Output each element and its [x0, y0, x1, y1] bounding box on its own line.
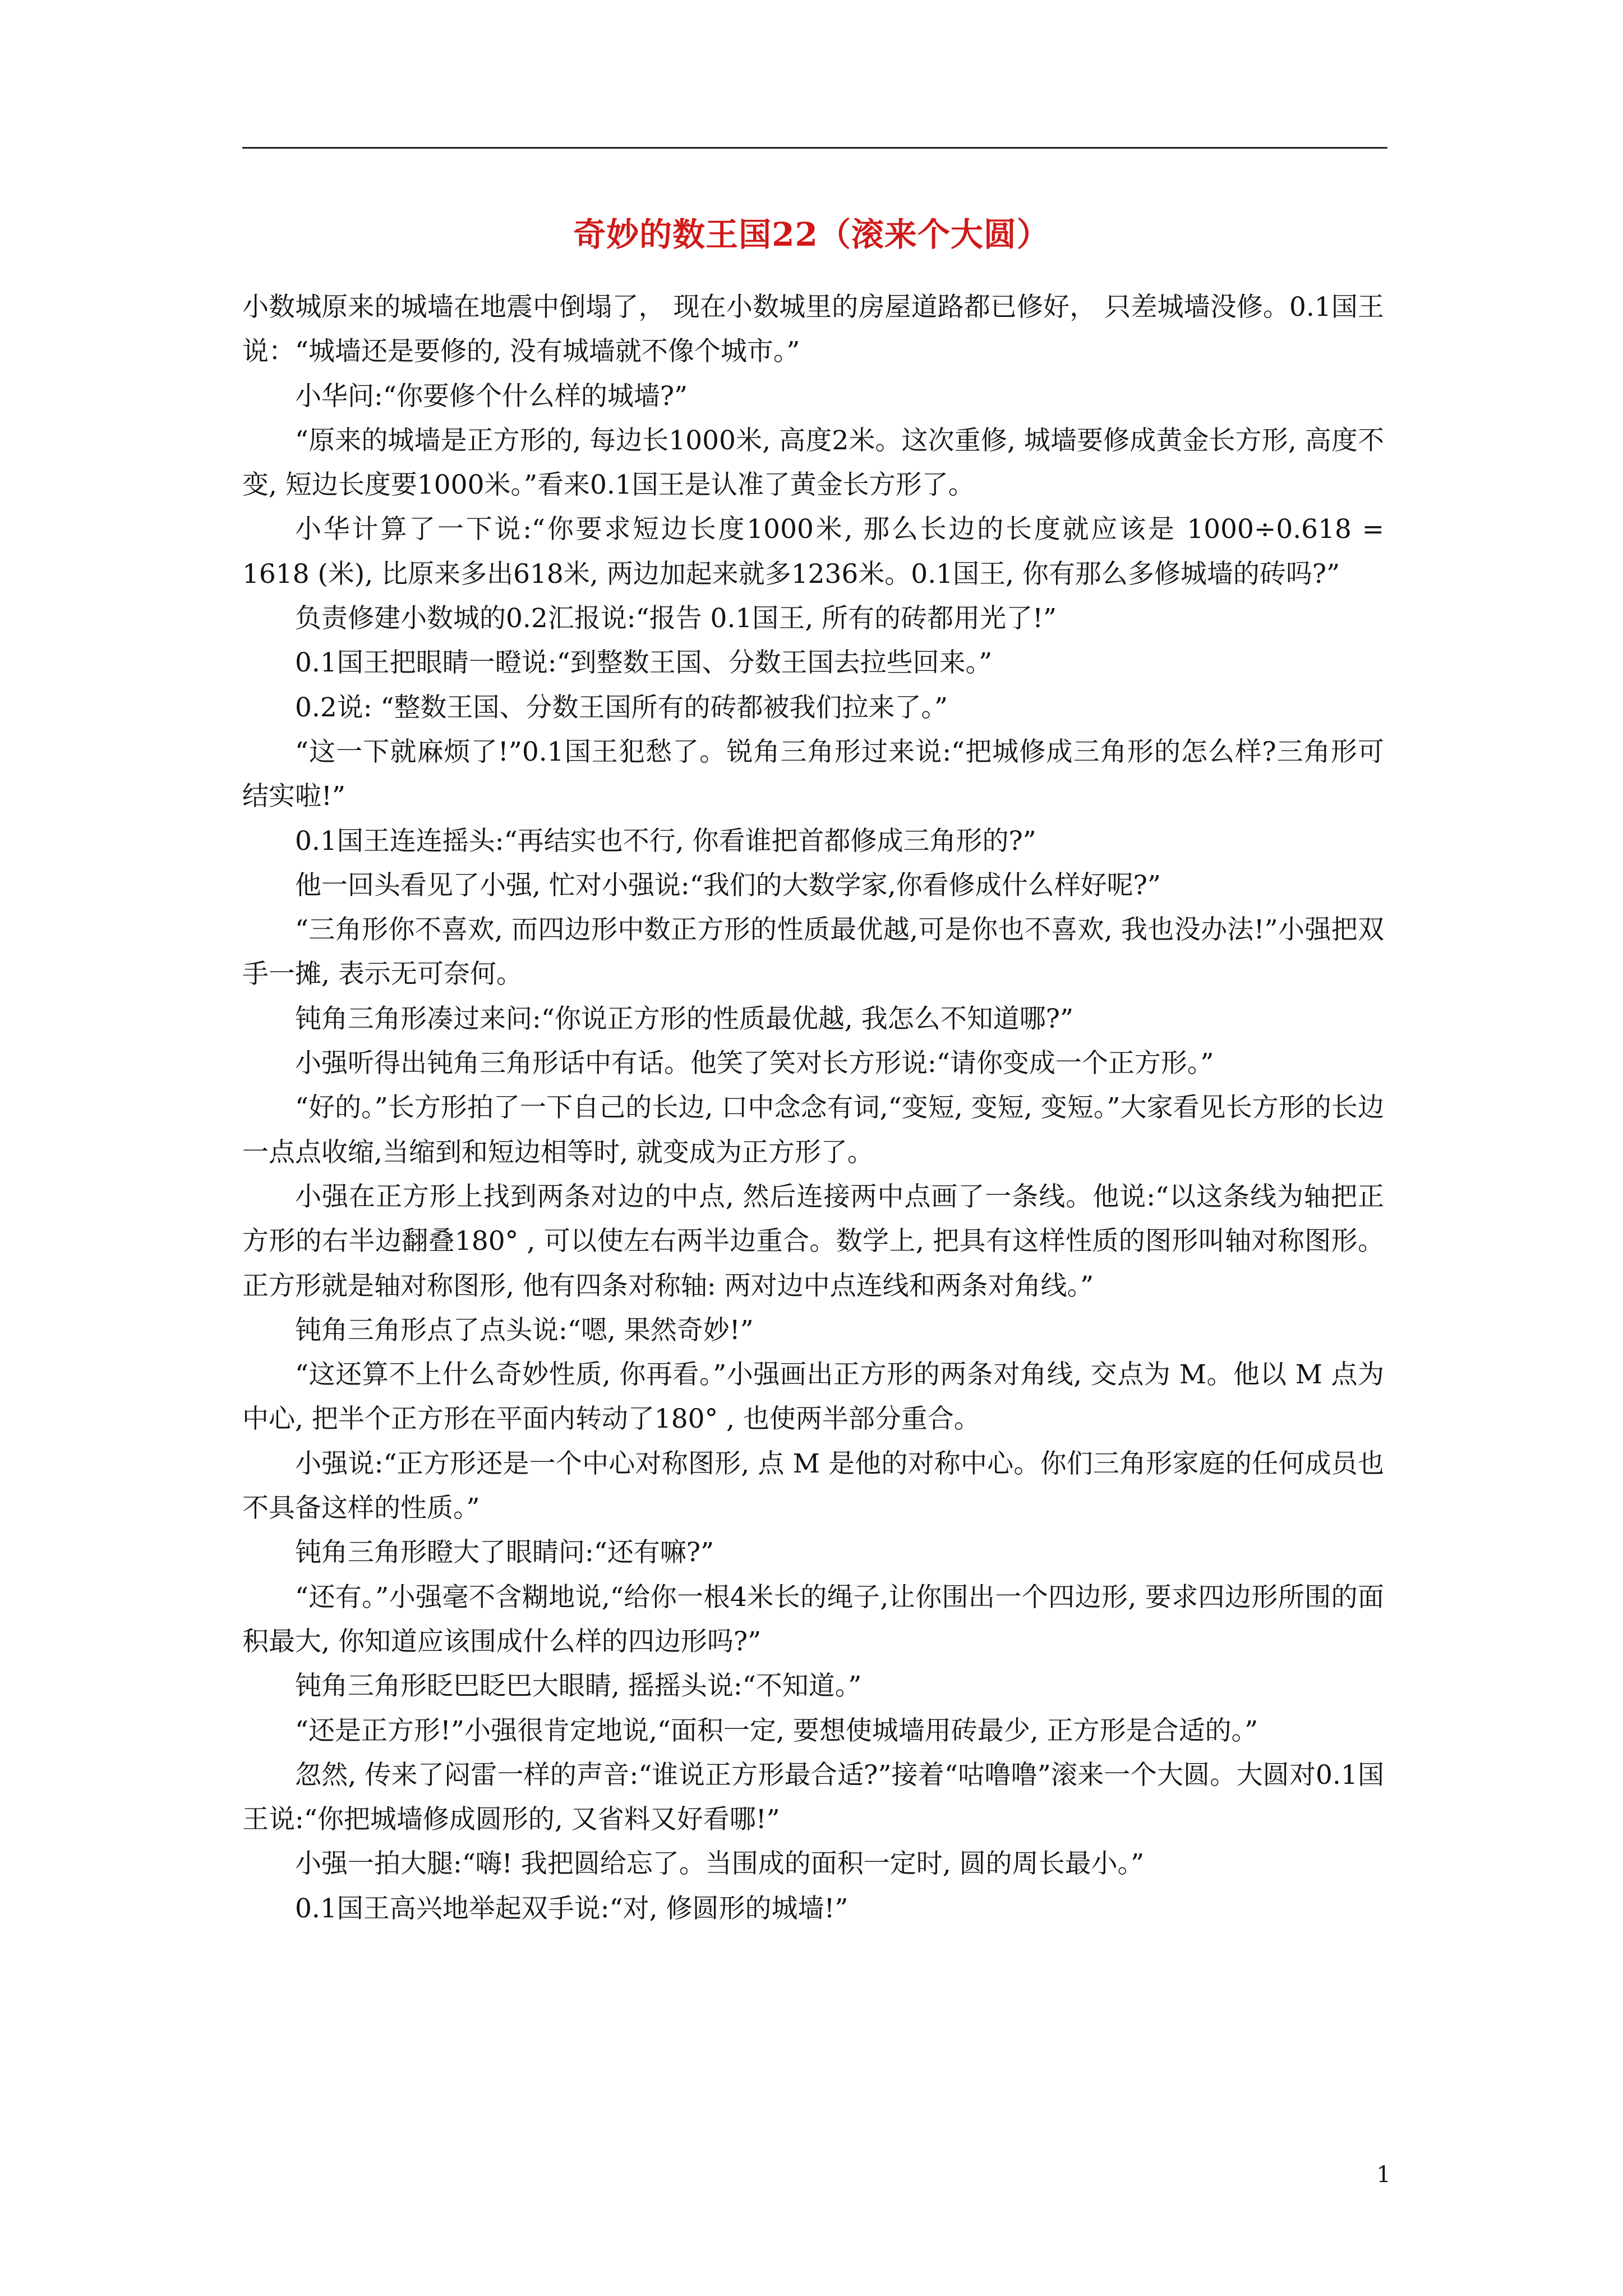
article-body: [242, 285, 1384, 1931]
paragraph: 0.1国王把眼睛一瞪说:“到整数王国、分数王国去拉些回来。”: [295, 647, 993, 679]
paragraph: “还是正方形!”小强很肯定地说,“面积一定, 要想使城墙用砖最少, 正方形是合适的。”: [295, 1715, 1258, 1746]
paragraph: 忽然, 传来了闷雷一样的声音:“谁说正方形最合适?”接着“咕噜噜”滚来一个大圆。大圆对0.1国王说:“你把城墙修成圆形的, 又省料又好看哪!”: [242, 1759, 1384, 1835]
paragraph: “原来的城墙是正方形的, 每边长1000米, 高度2米。这次重修, 城墙要修成黄金长方形, 高度不变, 短边长度要1000米。”看来0.1国王是认准了黄金长方形了。: [242, 425, 1384, 501]
paragraph: 钝角三角形凑过来问:“你说正方形的性质最优越, 我怎么不知道哪?”: [295, 1003, 1073, 1034]
paragraph: 小强一拍大腿:“嗨! 我把圆给忘了。当围成的面积一定时, 圆的周长最小。”: [295, 1848, 1145, 1880]
paragraph: “这还算不上什么奇妙性质, 你再看。”小强画出正方形的两条对角线, 交点为 M。他以 M 点为中心, 把半个正方形在平面内转动了180° , 也使两半部分重合。: [242, 1359, 1384, 1435]
paragraph: “三角形你不喜欢, 而四边形中数正方形的性质最优越,可是你也不喜欢, 我也没办法!”小强把双手一摊, 表示无可奈何。: [242, 914, 1384, 990]
paragraph: 小强说:“正方形还是一个中心对称图形, 点 M 是他的对称中心。你们三角形家庭的任何成员也不具备这样的性质。”: [242, 1448, 1384, 1524]
paragraph: 0.2说: “整数王国、分数王国所有的砖都被我们拉来了。”: [295, 692, 948, 723]
paragraph: 小数城原来的城墙在地震中倒塌了， 现在小数城里的房屋道路都已修好， 只差城墙没修。0.1国王说：“城墙还是要修的, 没有城墙就不像个城市。”: [242, 292, 1384, 367]
page-title: 奇妙的数王国22（滚来个大圆）: [573, 215, 1050, 254]
paragraph: 小强在正方形上找到两条对边的中点, 然后连接两中点画了一条线。他说:“以这条线为轴把正方形的右半边翻叠180° , 可以使左右两半边重合。数学上, 把具有这样性质的图形叫轴对称图形。正方形就是轴对称图形, 他有四条对称轴: 两对边中点连线和两条对角线。”: [242, 1181, 1384, 1301]
paragraph: 小华问:“你要修个什么样的城墙?”: [295, 380, 688, 412]
paragraph: 钝角三角形点了点头说:“嗯, 果然奇妙!”: [295, 1314, 754, 1346]
paragraph: 0.1国王高兴地举起双手说:“对, 修圆形的城墙!”: [295, 1893, 849, 1924]
paragraph: 他一回头看见了小强, 忙对小强说:“我们的大数学家,你看修成什么样好呢?”: [295, 869, 1161, 901]
paragraph: 负责修建小数城的0.2汇报说:“报告 0.1国王, 所有的砖都用光了!”: [295, 603, 1057, 634]
paragraph: 钝角三角形眨巴眨巴大眼睛, 摇摇头说:“不知道。”: [295, 1671, 862, 1702]
paragraph: 0.1国王连连摇头:“再结实也不行, 你看谁把首都修成三角形的?”: [295, 825, 1036, 857]
page-number: 1: [1376, 2162, 1391, 2188]
header-rule: [242, 147, 1387, 149]
paragraph: “好的。”长方形拍了一下自己的长边, 口中念念有词,“变短, 变短, 变短。”大家看见长方形的长边一点点收缩,当缩到和短边相等时, 就变成为正方形了。: [242, 1092, 1384, 1168]
paragraph: 小强听得出钝角三角形话中有话。他笑了笑对长方形说:“请你变成一个正方形。”: [295, 1048, 1214, 1079]
paragraph: “还有。”小强毫不含糊地说,“给你一根4米长的绳子,让你围出一个四边形, 要求四边形所围的面积最大, 你知道应该围成什么样的四边形吗?”: [242, 1581, 1384, 1657]
paragraph: 小华计算了一下说:“你要求短边长度1000米, 那么长边的长度就应该是 1000÷0.618 = 1618 (米), 比原来多出618米, 两边加起来就多1236米。0.1国王, 你有那么多修城墙的砖吗?”: [242, 514, 1384, 590]
paragraph: “这一下就麻烦了!”0.1国王犯愁了。锐角三角形过来说:“把城修成三角形的怎么样?三角形可结实啦!”: [242, 736, 1384, 812]
paragraph: 钝角三角形瞪大了眼睛问:“还有嘛?”: [295, 1537, 714, 1568]
